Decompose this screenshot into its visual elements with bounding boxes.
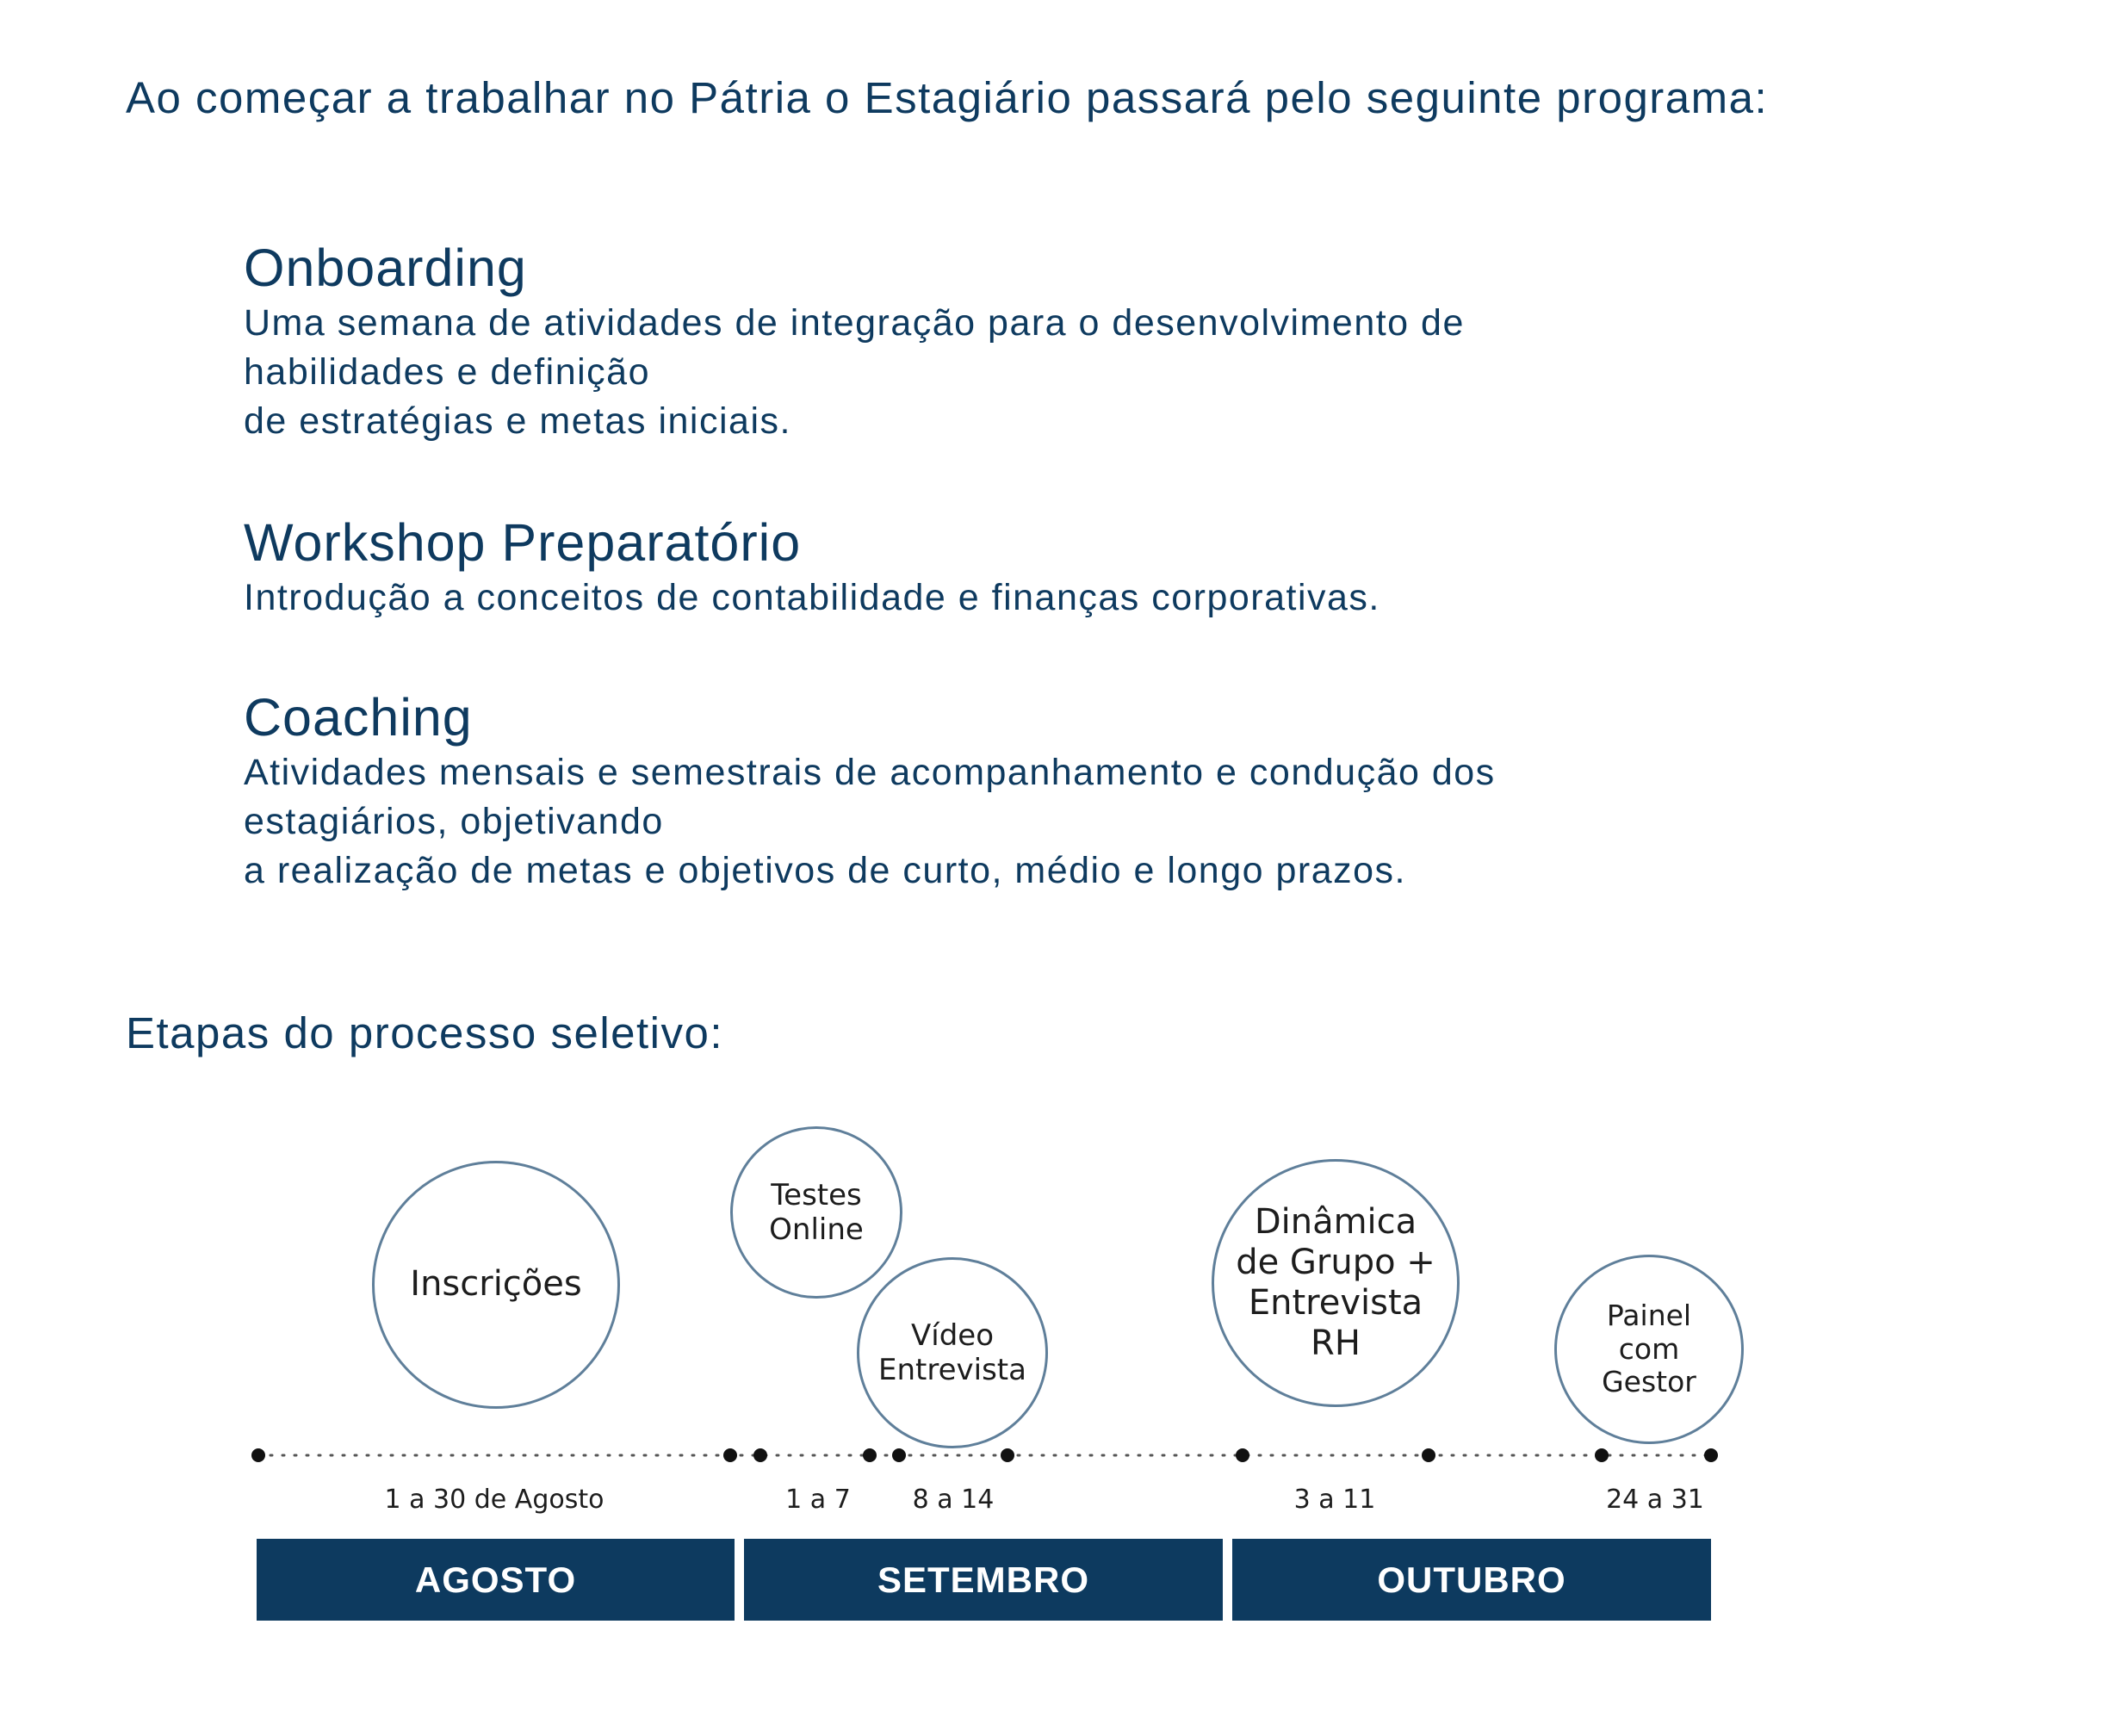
stage-circle-video-entrevista [857,1257,1048,1448]
description-line: Uma semana de atividades de integração para o desenvolvimento de [244,302,1465,344]
program-title: Onboarding [244,239,527,297]
program-onboarding [244,237,1923,446]
stage-label: Testes Online [769,1177,864,1247]
timeline-dot [723,1448,737,1462]
program-title: Workshop Preparatório [244,513,802,572]
stage-label: Vídeo Entrevista [878,1318,1026,1387]
month-bar-setembro: SETEMBRO [744,1539,1223,1621]
stage-date: 3 a 11 [1293,1485,1376,1515]
timeline-dot [1236,1448,1249,1462]
intro-text: Ao começar a trabalhar no Pátria o Estagiário passará pelo seguinte programa: [126,73,1769,122]
program-description [244,299,1923,446]
stage-circle-inscricoes [372,1161,620,1409]
description-line: estagiários, objetivando [244,801,664,842]
stage-label: Inscrições [410,1264,582,1305]
timeline-dot [1595,1448,1609,1462]
program-workshop [244,512,1923,623]
stage-circle-painel [1554,1255,1744,1444]
timeline-dot [1001,1448,1014,1462]
timeline-dot [1422,1448,1435,1462]
program-coaching [244,686,1923,896]
stages-title: Etapas do processo seletivo: [126,1008,724,1057]
description-line: de estratégias e metas iniciais. [244,400,791,442]
program-description [244,748,1923,896]
timeline-dot [251,1448,265,1462]
timeline-dot [753,1448,767,1462]
month-bar-agosto: AGOSTO [257,1539,735,1621]
stage-date: 24 a 31 [1606,1485,1704,1515]
stage-circle-dinamica [1212,1159,1460,1407]
timeline-dot [892,1448,906,1462]
description-line: a realização de metas e objetivos de curto, médio e longo prazos. [244,850,1407,891]
timeline-dot [1704,1448,1718,1462]
timeline-dot [863,1448,877,1462]
stage-date: 1 a 30 de Agosto [384,1485,604,1515]
stage-date: 8 a 14 [912,1485,995,1515]
stage-circle-testes-online [730,1126,902,1299]
timeline [0,1429,2108,1481]
program-description [244,574,1923,623]
program-title: Coaching [244,688,473,747]
stage-date: 1 a 7 [785,1485,851,1515]
description-line: Atividades mensais e semestrais de acompanhamento e condução dos [244,752,1496,793]
stage-label: Painel com Gestor [1602,1298,1696,1399]
description-line: Introdução a conceitos de contabilidade e finanças corporativas. [244,577,1380,618]
month-bar-outubro: OUTUBRO [1232,1539,1711,1621]
stage-label: Dinâmica de Grupo + Entrevista RH [1236,1201,1435,1364]
description-line: habilidades e definição [244,351,650,393]
